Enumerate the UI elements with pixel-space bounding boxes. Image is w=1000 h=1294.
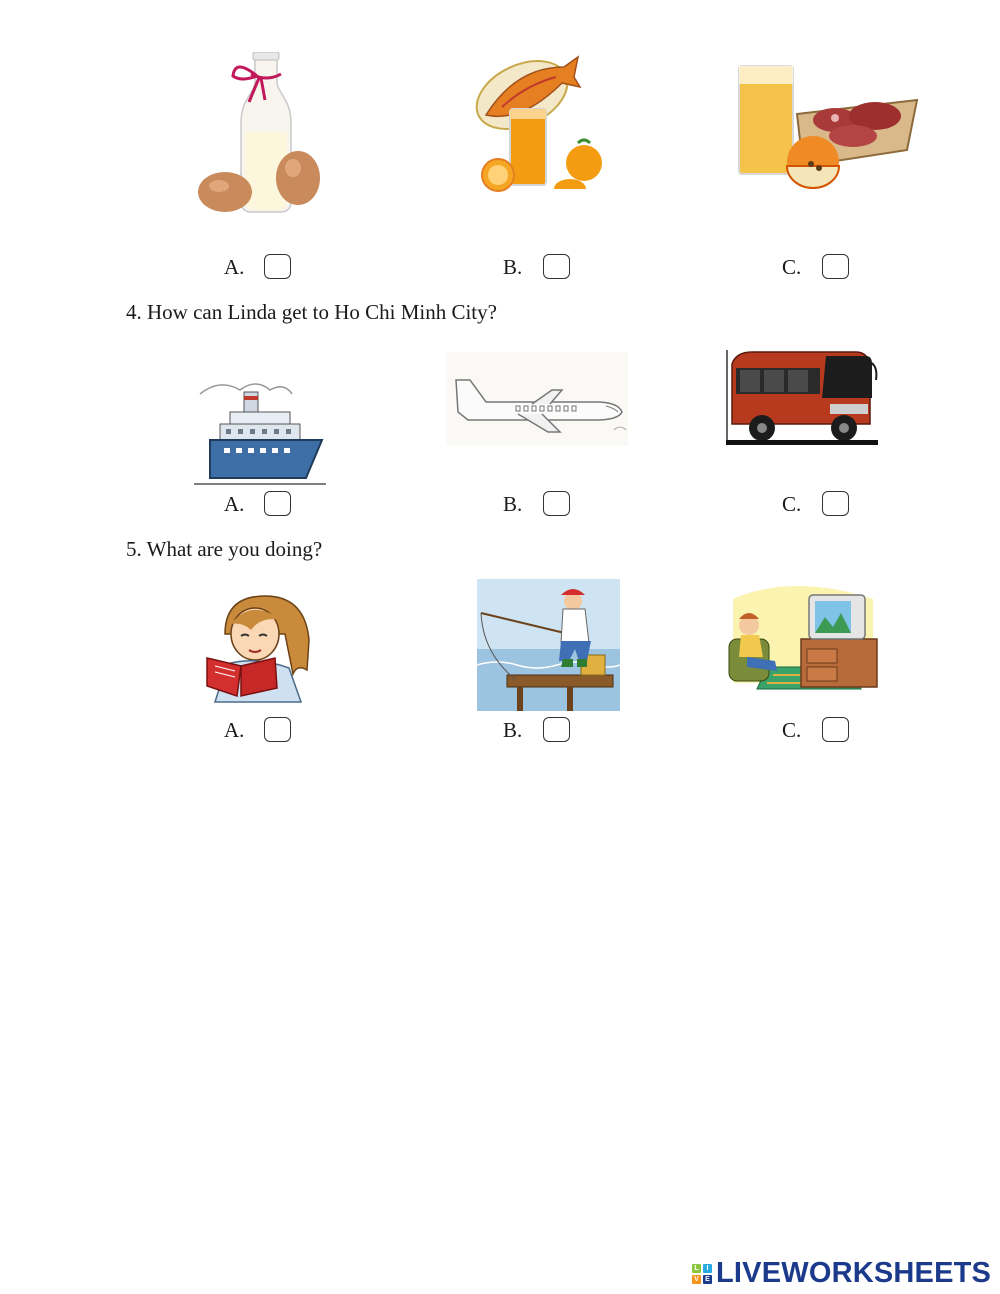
q5-option-c-letter: C. bbox=[782, 718, 802, 742]
q5-option-b-letter: B. bbox=[503, 718, 523, 742]
q3-option-b-letter: B. bbox=[503, 255, 523, 279]
q4-option-c-checkbox[interactable] bbox=[822, 491, 849, 516]
boy-watching-tv-image bbox=[727, 579, 879, 699]
q5-option-a-checkbox[interactable] bbox=[264, 717, 291, 742]
q3-option-a-checkbox[interactable] bbox=[264, 254, 291, 279]
liveworksheets-logo-icon bbox=[692, 1264, 712, 1284]
liveworksheets-logo bbox=[692, 1257, 991, 1290]
girl-reading-book-image bbox=[203, 594, 315, 708]
plane-image bbox=[446, 352, 628, 446]
question-4-text: 4. How can Linda get to Ho Chi Minh City? bbox=[126, 300, 497, 324]
q3-option-c-checkbox[interactable] bbox=[822, 254, 849, 279]
logo-letter-e: E bbox=[703, 1275, 712, 1284]
apple-juice-and-meat-image bbox=[735, 62, 925, 192]
ship-image bbox=[190, 374, 330, 486]
question-5-text: 5. What are you doing? bbox=[126, 537, 323, 561]
fish-and-orange-juice-image bbox=[472, 55, 607, 200]
liveworksheets-brand-text: LIVEWORKSHEETS bbox=[716, 1257, 992, 1289]
milk-and-eggs-image bbox=[195, 52, 325, 214]
q4-option-a-checkbox[interactable] bbox=[264, 491, 291, 516]
q4-option-b-checkbox[interactable] bbox=[543, 491, 570, 516]
q4-option-b-letter: B. bbox=[503, 492, 523, 516]
q3-option-c-letter: C. bbox=[782, 255, 802, 279]
boy-fishing-image bbox=[477, 579, 620, 711]
q5-option-a-letter: A. bbox=[224, 718, 245, 742]
q4-option-c-letter: C. bbox=[782, 492, 802, 516]
logo-letter-v: V bbox=[692, 1275, 701, 1284]
logo-letter-i: I bbox=[703, 1264, 712, 1273]
q5-option-c-checkbox[interactable] bbox=[822, 717, 849, 742]
q3-option-a-letter: A. bbox=[224, 255, 245, 279]
q3-option-b-checkbox[interactable] bbox=[543, 254, 570, 279]
logo-letter-l: L bbox=[692, 1264, 701, 1273]
bus-image bbox=[726, 350, 878, 445]
q4-option-a-letter: A. bbox=[224, 492, 245, 516]
q5-option-b-checkbox[interactable] bbox=[543, 717, 570, 742]
